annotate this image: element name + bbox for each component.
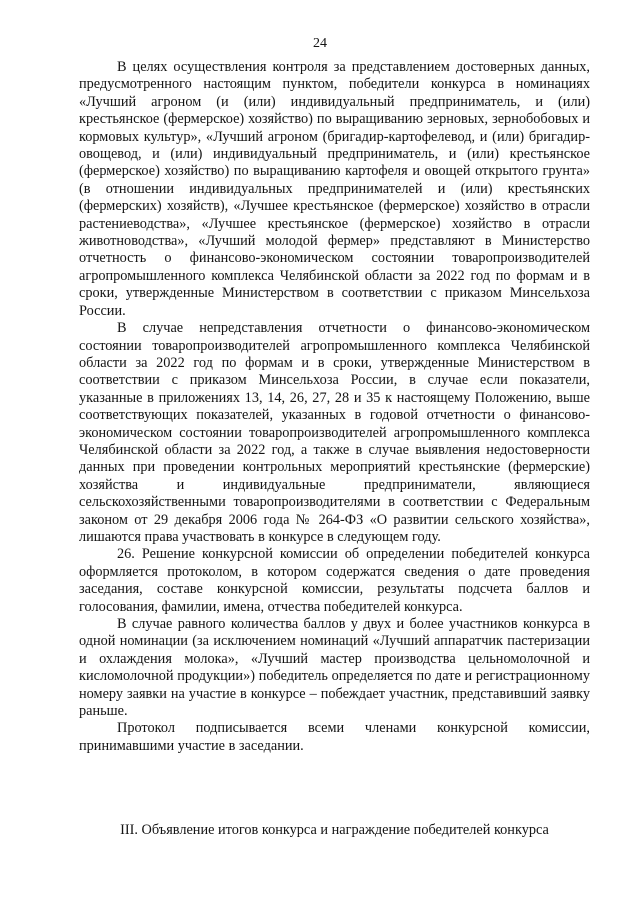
paragraph-item-26-protocol: 26. Решение конкурсной комиссии об определении победителей конкурса оформляется протоколом, в котором содержатся сведения о дате проведения заседания, составе конкурсной комиссии, результаты подсчета баллов и голосования, фамилии, имена, отчества победителей конкурса. <box>79 546 590 615</box>
paragraph-non-submission: В случае непредставления отчетности о финансово-экономическом состоянии товаропроизводителей агропромышленного комплекса Челябинской области за 2022 год по формам и в сроки, утвержденные Министерством в соответствии с приказом Минсельхоза России, в случае если показатели, указанные в приложениях 13, 14, 26, 27, 28 и 35 к настоящему Положению, выше соответствующих показателей, указанных в годовой отчетности о финансово-экономическом состоянии товаропроизводителей агропромышленного комплекса Челябинской области за 2022 год, а также в случае выявления недостоверности данных при проведении контрольных мероприятий крестьянские (фермерские) хозяйства и индивидуальные предприниматели, являющиеся сельскохозяйственными товаропроизводителями в соответствии с Федеральным законом от 29 декабря 2006 года № 264-ФЗ «О развитии сельского хозяйства», лишаются права участвовать в конкурсе в следующем году. <box>79 320 590 545</box>
section-heading: III. Объявление итогов конкурса и награждение победителей конкурса <box>120 822 549 838</box>
paragraph-protocol-signing: Протокол подписывается всеми членами конкурсной комиссии, принимавшими участие в заседании. <box>79 720 590 754</box>
paragraph-data-control: В целях осуществления контроля за представлением достоверных данных, предусмотренного настоящим пунктом, победители конкурса в номинациях «Лучший агроном (и (или) индивидуальный предприниматель, и (или) крестьянское (фермерское) хозяйство) по выращиванию зерновых, зернобобовых и кормовых культур», «Лучший агроном (бригадир-картофелевод, и (или) бригадир-овощевод, и (или) индивидуальный предприниматель, и (или) крестьянское (фермерское) хозяйство) по выращиванию картофеля и овощей открытого грунта» (в отношении индивидуальных предпринимателей и (или) крестьянских (фермерских) хозяйств), «Лучшее крестьянское (фермерское) хозяйство в отрасли растениеводства», «Лучшее крестьянское (фермерское) хозяйство в отрасли животноводства», «Лучший молодой фермер» представляют в Министерство отчетность о финансово-экономическом состоянии товаропроизводителей агропромышленного комплекса Челябинской области за 2022 год по формам и в сроки, утвержденные Министерством в соответствии с приказом Минсельхоза России. <box>79 59 590 319</box>
page-number: 24 <box>313 36 327 51</box>
body-text <box>79 59 590 755</box>
paragraph-equal-scores: В случае равного количества баллов у двух и более участников конкурса в одной номинации (за исключением номинаций «Лучший аппаратчик пастеризации и охлаждения молока», «Лучший мастер производства цельномолочной и кисломолочной продукции») победитель определяется по дате и регистрационному номеру заявки на участие в конкурсе – побеждает участник, представивший заявку раньше. <box>79 616 590 720</box>
